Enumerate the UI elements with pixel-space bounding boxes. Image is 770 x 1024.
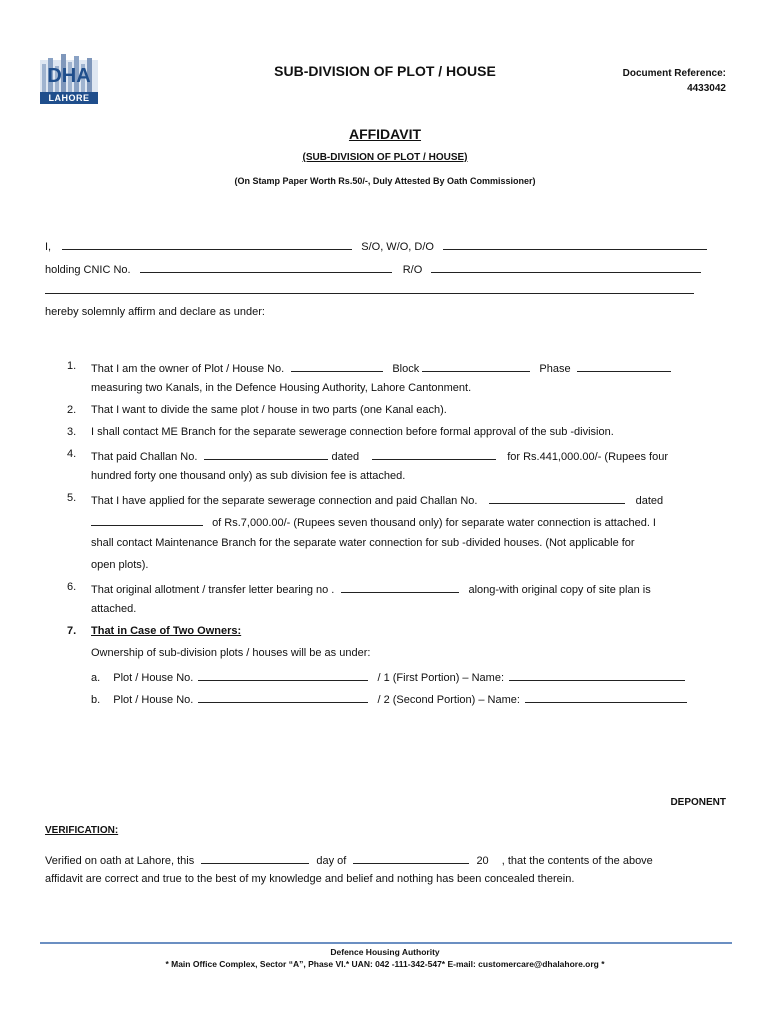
footer-divider (40, 942, 732, 944)
name-field[interactable] (62, 238, 352, 250)
item-6 (91, 581, 651, 596)
item-7-text: Ownership of sub-division plots / houses will be as under: (91, 647, 371, 659)
second-portion-label: / 2 (Second Portion) – Name: (377, 694, 520, 706)
challan-date-field[interactable] (372, 448, 496, 460)
item-5 (91, 492, 663, 507)
fee-amount-text: for Rs.441,000.00/- (Rupees four (507, 451, 668, 463)
item-number: 1. (67, 360, 77, 372)
deponent-label: DEPONENT (670, 797, 726, 808)
page-title: SUB-DIVISION OF PLOT / HOUSE (274, 63, 496, 79)
cnic-label: holding CNIC No. (45, 264, 131, 276)
second-plot-field[interactable] (198, 691, 368, 703)
block-field[interactable] (422, 360, 530, 372)
second-owner-name-field[interactable] (525, 691, 687, 703)
item-6-text: That original allotment / transfer letter bearing no . (91, 584, 335, 596)
sub-item-letter: a. (91, 672, 101, 684)
verification-year: 20 (476, 855, 489, 867)
item-5-line4: open plots). (91, 559, 149, 571)
i-label: I, (45, 241, 52, 253)
sewerage-challan-field[interactable] (489, 492, 625, 504)
item-6-tail: along-with original copy of site plan is (468, 584, 651, 596)
item-6-cont: attached. (91, 603, 137, 615)
cnic-line (45, 261, 701, 276)
item-3: I shall contact ME Branch for the separate sewerage connection before formal approval of the sub -division. (91, 426, 614, 438)
phase-label: Phase (539, 363, 571, 375)
item-number: 5. (67, 492, 77, 504)
item-1-text: That I am the owner of Plot / House No. (91, 363, 285, 375)
affidavit-subtitle: (SUB-DIVISION OF PLOT / HOUSE) (302, 152, 468, 163)
allotment-letter-field[interactable] (341, 581, 459, 593)
relation-name-field[interactable] (443, 238, 707, 250)
verification-day-of: day of (316, 855, 347, 867)
item-number: 6. (67, 581, 77, 593)
first-plot-field[interactable] (198, 669, 368, 681)
doc-ref-value: 4433042 (687, 83, 726, 94)
doc-ref-label: Document Reference: (622, 68, 726, 79)
item-number: 4. (67, 448, 77, 460)
item-5-line2 (91, 514, 656, 529)
verification-month-field[interactable] (353, 852, 469, 864)
dated-label: dated (331, 451, 360, 463)
sub-item-letter: b. (91, 694, 101, 706)
item-7-heading: That in Case of Two Owners: (91, 625, 242, 637)
sewerage-date-field[interactable] (91, 514, 203, 526)
item-4-text: That paid Challan No. (91, 451, 198, 463)
water-fee-text: of Rs.7,000.00/- (Rupees seven thousand only) for separate water connection is attached. I (212, 517, 656, 529)
affidavit-note: (On Stamp Paper Worth Rs.50/-, Duly Attested By Oath Commissioner) (234, 176, 536, 186)
verification-text-3: affidavit are correct and true to the best of my knowledge and belief and nothing has been concealed therein. (45, 873, 575, 885)
verification-text-1: Verified on oath at Lahore, this (45, 855, 195, 867)
ro-label: R/O (402, 264, 423, 276)
first-portion-label: / 1 (First Portion) – Name: (377, 672, 505, 684)
first-owner-name-field[interactable] (509, 669, 685, 681)
challan-number-field[interactable] (204, 448, 328, 460)
verification-heading: VERIFICATION: (45, 825, 119, 836)
item-number: 2. (67, 404, 77, 416)
item-2: That I want to divide the same plot / house in two parts (one Kanal each). (91, 404, 447, 416)
item-4 (91, 448, 668, 463)
block-label: Block (392, 363, 420, 375)
item-number: 3. (67, 426, 77, 438)
verification-text-2: , that the contents of the above (501, 855, 653, 867)
residence-field[interactable] (431, 261, 701, 273)
phase-field[interactable] (577, 360, 671, 372)
footer-org: Defence Housing Authority (330, 947, 440, 957)
footer-address: * Main Office Complex, Sector “A”, Phase VI.* UAN: 042 -111-342-547* E-mail: customercare@dhalahore.org * (165, 959, 605, 969)
affidavit-title: AFFIDAVIT (348, 126, 422, 142)
item-5-line3: shall contact Maintenance Branch for the separate water connection for sub -divided houses. (Not applicable for (91, 537, 635, 549)
item-1-cont: measuring two Kanals, in the Defence Housing Authority, Lahore Cantonment. (91, 382, 472, 394)
document-reference (623, 66, 726, 96)
item-number: 7. (67, 625, 77, 637)
item-1 (91, 360, 671, 375)
item-7b (91, 691, 687, 706)
verification-text (45, 852, 735, 888)
verification-day-field[interactable] (201, 852, 309, 864)
declare-text: hereby solemnly affirm and declare as under: (45, 306, 265, 318)
plot-label: Plot / House No. (113, 672, 194, 684)
dated-label: dated (635, 495, 664, 507)
plot-label: Plot / House No. (113, 694, 194, 706)
logo-letters: DHA (47, 65, 91, 87)
address-field[interactable] (45, 293, 694, 294)
relation-label: S/O, W/O, D/O (361, 241, 434, 253)
item-5-text: That I have applied for the separate sewerage connection and paid Challan No. (91, 495, 478, 507)
logo-text: LAHORE (40, 92, 98, 104)
item-4-cont: hundred forty one thousand only) as sub division fee is attached. (91, 470, 406, 482)
plot-number-field[interactable] (291, 360, 383, 372)
name-line (45, 238, 707, 253)
item-7a (91, 669, 685, 684)
cnic-field[interactable] (140, 261, 392, 273)
